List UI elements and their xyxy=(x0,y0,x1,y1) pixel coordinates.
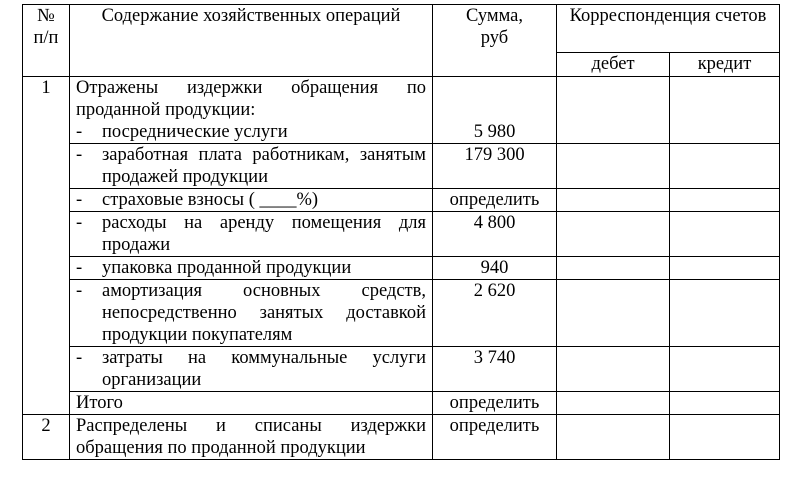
item-text: затраты на коммунальные услуги организации xyxy=(102,348,426,390)
list-item xyxy=(76,144,426,188)
item-text: амортизация основных средств, непосредственно занятых доставкой продукции покупателям xyxy=(102,281,426,345)
item-text: заработная плата работникам, занятым продажей продукции xyxy=(102,145,426,187)
item-dash: - xyxy=(76,190,83,210)
item-dash: - xyxy=(76,145,83,165)
row-description xyxy=(70,257,433,280)
header-sum-line1: Сумма, xyxy=(465,6,523,26)
credit-cell xyxy=(670,77,780,144)
operations-table xyxy=(22,4,780,460)
table-row xyxy=(23,280,780,347)
debit-cell xyxy=(557,415,670,460)
item-text: посреднические услуги xyxy=(102,122,288,142)
credit-cell xyxy=(670,347,780,392)
item-sum: 179 300 xyxy=(433,144,557,189)
list-item xyxy=(76,189,426,211)
debit-cell xyxy=(557,189,670,212)
item-sum: 5 980 xyxy=(473,122,516,142)
row-num: 2 xyxy=(23,415,70,460)
table-row xyxy=(23,189,780,212)
credit-cell xyxy=(670,144,780,189)
row-description xyxy=(70,347,433,392)
item-dash: - xyxy=(76,281,83,301)
row-description xyxy=(70,189,433,212)
debit-cell xyxy=(557,144,670,189)
total-label: Итого xyxy=(70,392,433,415)
row-description xyxy=(70,77,433,144)
item-dash: - xyxy=(76,213,83,233)
credit-cell xyxy=(670,392,780,415)
item-sum: 940 xyxy=(433,257,557,280)
item-sum: 2 620 xyxy=(433,280,557,347)
item-dash: - xyxy=(76,122,83,142)
header-sum-line2: руб xyxy=(480,28,509,48)
list-item xyxy=(76,280,426,346)
table-row xyxy=(23,392,780,415)
header-description: Содержание хозяйственных операций xyxy=(70,5,433,77)
table-row xyxy=(23,144,780,189)
credit-cell xyxy=(670,189,780,212)
table-row xyxy=(23,77,780,144)
header-num xyxy=(23,5,70,77)
item-text: упаковка проданной продукции xyxy=(102,258,352,278)
table-row xyxy=(23,347,780,392)
row-description xyxy=(70,280,433,347)
credit-cell xyxy=(670,257,780,280)
debit-cell xyxy=(557,257,670,280)
item-sum: определить xyxy=(433,189,557,212)
row-sum xyxy=(433,77,557,144)
header-debit: дебет xyxy=(557,53,670,77)
row-description xyxy=(70,212,433,257)
list-item xyxy=(76,121,426,143)
list-item xyxy=(76,212,426,256)
table-row xyxy=(23,257,780,280)
list-item xyxy=(76,347,426,391)
header-num-line1: № xyxy=(37,6,55,26)
debit-cell xyxy=(557,347,670,392)
item-text: расходы на аренду помещения для продажи xyxy=(102,213,426,255)
credit-cell xyxy=(670,415,780,460)
debit-cell xyxy=(557,392,670,415)
table-row xyxy=(23,212,780,257)
debit-cell xyxy=(557,212,670,257)
header-credit: кредит xyxy=(670,53,780,77)
debit-cell xyxy=(557,280,670,347)
credit-cell xyxy=(670,280,780,347)
item-dash: - xyxy=(76,348,83,368)
operation-intro: Отражены издержки обращения по проданной продукции: xyxy=(76,78,426,120)
credit-cell xyxy=(670,212,780,257)
header-correspondence: Корреспонденция счетов xyxy=(557,5,780,53)
table-row xyxy=(23,415,780,460)
total-sum: определить xyxy=(433,392,557,415)
row-description: Распределены и списаны издержки обращения по проданной продукции xyxy=(70,415,433,460)
header-num-line2: п/п xyxy=(33,28,59,48)
item-sum: 4 800 xyxy=(433,212,557,257)
item-dash: - xyxy=(76,258,83,278)
item-text: страховые взносы ( ____%) xyxy=(102,190,319,210)
item-sum: 3 740 xyxy=(433,347,557,392)
row-sum: определить xyxy=(433,415,557,460)
row-description xyxy=(70,144,433,189)
row-num: 1 xyxy=(23,77,70,415)
debit-cell xyxy=(557,77,670,144)
header-sum xyxy=(433,5,557,77)
list-item xyxy=(76,257,426,279)
